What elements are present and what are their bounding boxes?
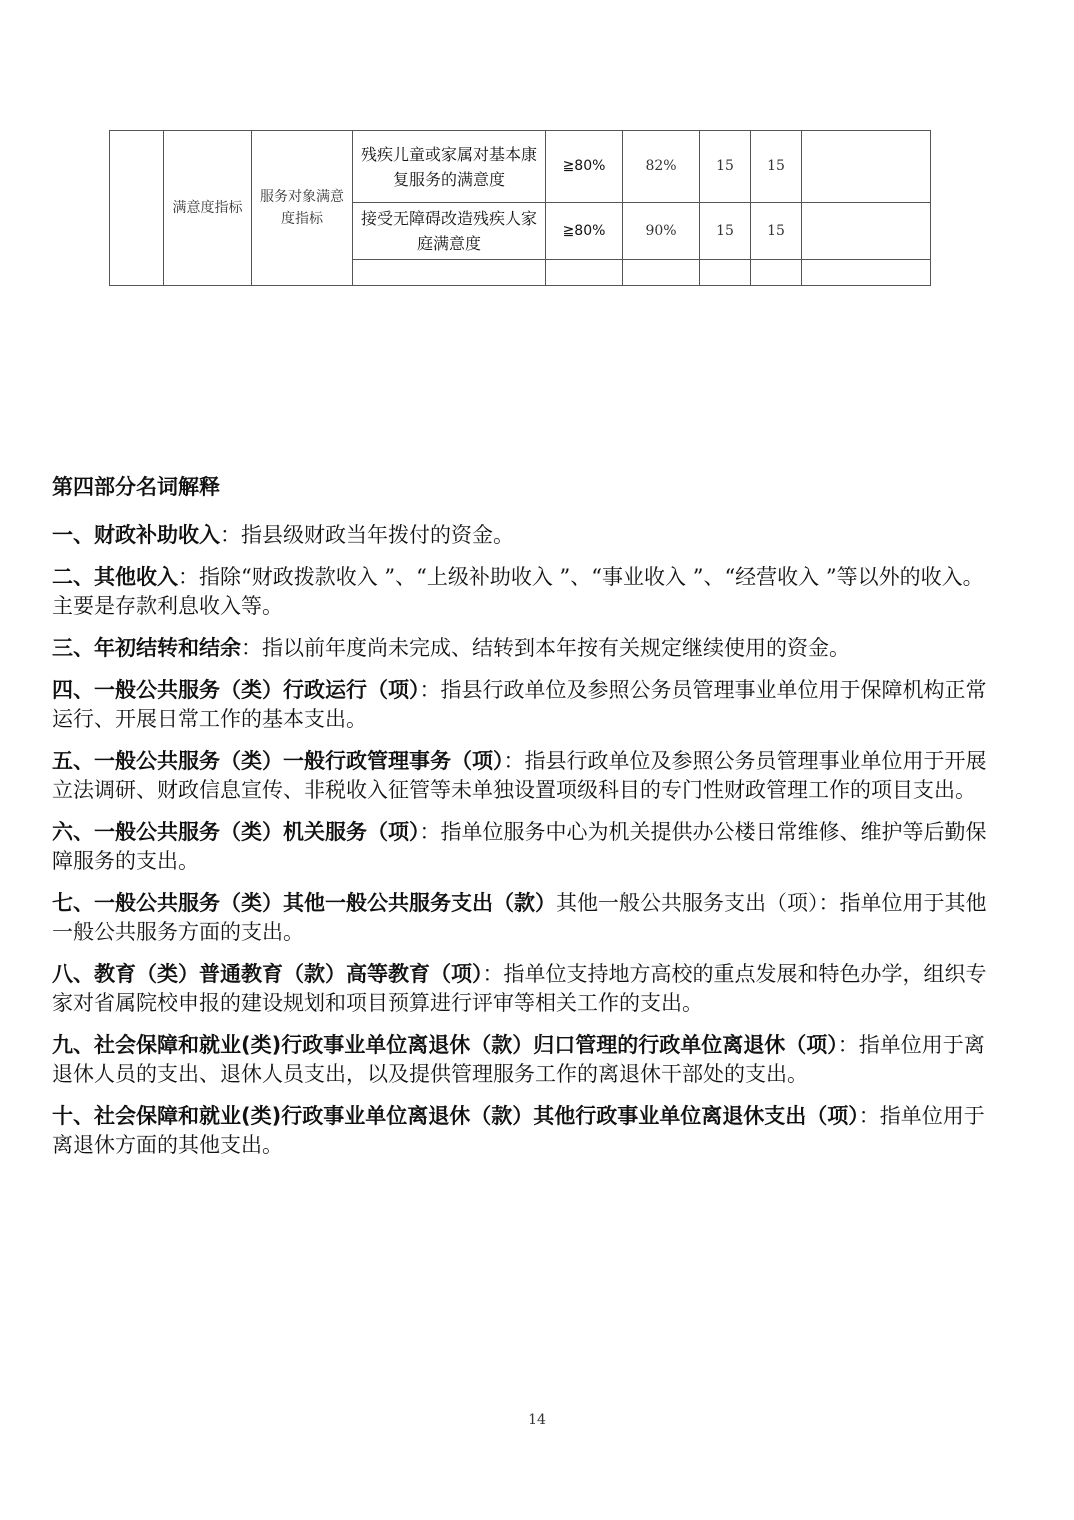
category-cell: 满意度指标 xyxy=(164,131,252,286)
indicator-cell: 残疾儿童或家属对基本康复服务的满意度 xyxy=(353,131,546,203)
definition-term: 一、财政补助收入 xyxy=(52,523,220,547)
empty-cell xyxy=(353,260,546,286)
empty-cell xyxy=(700,260,751,286)
note-cell xyxy=(802,203,931,260)
empty-cell xyxy=(802,260,931,286)
definition-item xyxy=(52,747,1002,805)
definition-item xyxy=(52,818,1002,876)
weight-cell: 15 xyxy=(700,203,751,260)
score-cell: 15 xyxy=(751,131,802,203)
performance-table xyxy=(109,130,931,286)
weight-cell: 15 xyxy=(700,131,751,203)
empty-cell xyxy=(546,260,623,286)
definition-term: 五、一般公共服务（类）一般行政管理事务（项） xyxy=(52,749,504,773)
actual-cell: 82% xyxy=(623,131,700,203)
definition-text: ：指县级财政当年拨付的资金。 xyxy=(220,523,514,547)
target-cell: ≧80% xyxy=(546,131,623,203)
page-number: 14 xyxy=(528,1412,546,1428)
target-cell: ≧80% xyxy=(546,203,623,260)
definition-text: ：指单位支持地方高校的重点发展和特色办学，组织专家对省属院校申报的建设规划和项目预算进行评审等相关工作的支出。 xyxy=(52,962,987,1015)
definition-item xyxy=(52,521,1002,550)
definition-item xyxy=(52,634,1002,663)
definition-term: 七、一般公共服务（类）其他一般公共服务支出（款） xyxy=(52,891,556,915)
indicator-cell: 接受无障碍改造残疾人家庭满意度 xyxy=(353,203,546,260)
definition-item xyxy=(52,563,1002,621)
subcategory-cell: 服务对象满意度指标 xyxy=(252,131,353,286)
note-cell xyxy=(802,131,931,203)
definition-term: 十、社会保障和就业(类)行政事业单位离退休（款）其他行政事业单位离退休支出（项） xyxy=(52,1104,859,1128)
empty-cell xyxy=(751,260,802,286)
definition-text: ：指单位用于离退休人员的支出、退休人员支出，以及提供管理服务工作的离退休干部处的支出。 xyxy=(52,1033,985,1086)
definition-text: ：指除“财政拨款收入 ”、“上级补助收入 ”、“事业收入 ”、“经营收入 ”等以外的收入。主要是存款利息收入等。 xyxy=(52,565,984,618)
definition-term: 六、一般公共服务（类）机关服务（项） xyxy=(52,820,420,844)
definition-term: 八、教育（类）普通教育（款）高等教育（项） xyxy=(52,962,483,986)
definition-text: ：指以前年度尚未完成、结转到本年按有关规定继续使用的资金。 xyxy=(241,636,850,660)
definition-term: 九、社会保障和就业(类)行政事业单位离退休（款）归口管理的行政单位离退休（项） xyxy=(52,1033,838,1057)
definition-item xyxy=(52,1031,1002,1089)
definition-term: 四、一般公共服务（类）行政运行（项） xyxy=(52,678,420,702)
definition-item xyxy=(52,960,1002,1018)
definition-term: 三、年初结转和结余 xyxy=(52,636,241,660)
definition-item xyxy=(52,676,1002,734)
definition-text: ：指单位服务中心为机关提供办公楼日常维修、维护等后勤保障服务的支出。 xyxy=(52,820,987,873)
empty-cell xyxy=(623,260,700,286)
definition-text: ：指县行政单位及参照公务员管理事业单位用于保障机构正常运行、开展日常工作的基本支出。 xyxy=(52,678,987,731)
actual-cell: 90% xyxy=(623,203,700,260)
definitions-list xyxy=(52,521,1002,1173)
definition-text: 其他一般公共服务支出（项）：指单位用于其他一般公共服务方面的支出。 xyxy=(52,891,987,944)
section-title: 第四部分名词解释 xyxy=(52,475,220,499)
table-blank-cell xyxy=(110,131,164,286)
definition-item xyxy=(52,889,1002,947)
definition-text: ：指县行政单位及参照公务员管理事业单位用于开展立法调研、财政信息宣传、非税收入征管等未单独设置项级科目的专门性财政管理工作的项目支出。 xyxy=(52,749,987,802)
definition-item xyxy=(52,1102,1002,1160)
definition-term: 二、其他收入 xyxy=(52,565,178,589)
score-cell: 15 xyxy=(751,203,802,260)
definition-text: ：指单位用于离退休方面的其他支出。 xyxy=(52,1104,985,1157)
